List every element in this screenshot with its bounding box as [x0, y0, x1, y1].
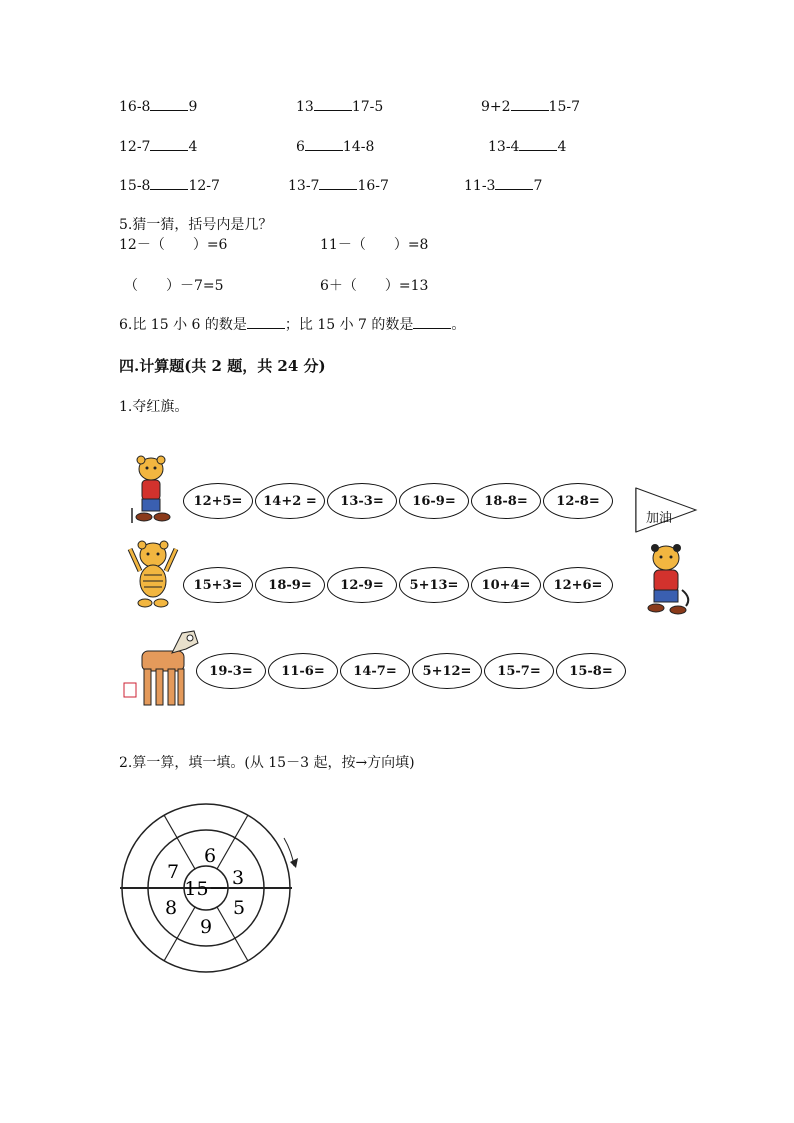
- tiger-icon: [636, 540, 694, 618]
- problem-oval[interactable]: 12-9=: [327, 567, 397, 603]
- answer-blank[interactable]: [247, 316, 285, 329]
- q5-title: 5.猜一猜，括号内是几？: [119, 217, 273, 233]
- answer-blank[interactable]: [519, 138, 557, 151]
- problem-oval[interactable]: 12+5=: [183, 483, 253, 519]
- problem-oval[interactable]: 5+12=: [412, 653, 482, 689]
- answer-blank[interactable]: [150, 138, 188, 151]
- flag-text: 加油: [646, 511, 673, 526]
- problem-oval[interactable]: 18-9=: [255, 567, 325, 603]
- compare-item: 16-8 9: [119, 99, 198, 115]
- problem-oval[interactable]: 13-3=: [327, 483, 397, 519]
- q5-item: 11－（ ）=8: [320, 237, 429, 253]
- compare-item: 15-8 12-7: [119, 178, 220, 194]
- section-title: 四.计算题(共 2 题，共 24 分): [119, 357, 326, 375]
- wheel-number: 3: [231, 867, 245, 889]
- wheel-number: 7: [166, 861, 180, 883]
- compare-item: 13-7 16-7: [288, 178, 389, 194]
- wheel-number: 5: [232, 897, 246, 919]
- q6-line: 6.比 15 小 6 的数是 ；比 15 小 7 的数是 。: [119, 317, 466, 333]
- wheel-number: 9: [199, 916, 213, 938]
- problem-oval[interactable]: 14+2 =: [255, 483, 325, 519]
- q2-title: 2.算一算，填一填。(从 15－3 起，按→方向填): [119, 755, 415, 771]
- problem-oval[interactable]: 15+3=: [183, 567, 253, 603]
- q1-title: 1.夺红旗。: [119, 399, 189, 415]
- answer-blank[interactable]: [314, 98, 352, 111]
- compare-item: 9+2 15-7: [481, 99, 580, 115]
- wheel-number: 8: [164, 897, 178, 919]
- horse-icon: [120, 625, 204, 711]
- q5-item: 12－（ ）=6: [119, 237, 228, 253]
- number-wheel: [118, 800, 308, 976]
- problem-oval[interactable]: 16-9=: [399, 483, 469, 519]
- answer-blank[interactable]: [150, 177, 188, 190]
- problem-oval[interactable]: 15-7=: [484, 653, 554, 689]
- problem-oval[interactable]: 14-7=: [340, 653, 410, 689]
- problem-oval[interactable]: 5+13=: [399, 567, 469, 603]
- compare-item: 6 14-8: [296, 139, 375, 155]
- compare-item: 13 17-5: [296, 99, 384, 115]
- problem-oval[interactable]: 12-8=: [543, 483, 613, 519]
- answer-blank[interactable]: [305, 138, 343, 151]
- answer-blank[interactable]: [319, 177, 357, 190]
- wheel-number: 6: [203, 845, 217, 867]
- answer-blank[interactable]: [413, 316, 451, 329]
- answer-blank[interactable]: [511, 98, 549, 111]
- problem-oval[interactable]: 18-8=: [471, 483, 541, 519]
- wheel-center: 15－: [184, 878, 228, 900]
- problem-oval[interactable]: 15-8=: [556, 653, 626, 689]
- answer-blank[interactable]: [150, 98, 188, 111]
- tiger-icon: [122, 535, 184, 609]
- problem-oval[interactable]: 11-6=: [268, 653, 338, 689]
- problem-oval[interactable]: 12+6=: [543, 567, 613, 603]
- q5-item: 6＋（ ）=13: [320, 278, 429, 294]
- compare-item: 11-3 7: [464, 178, 543, 194]
- problem-oval[interactable]: 19-3=: [196, 653, 266, 689]
- q5-item: （ ）－7=5: [124, 278, 224, 294]
- compare-item: 13-4 4: [488, 139, 567, 155]
- tiger-icon: [126, 453, 176, 525]
- compare-item: 12-7 4: [119, 139, 198, 155]
- problem-oval[interactable]: 10+4=: [471, 567, 541, 603]
- answer-blank[interactable]: [495, 177, 533, 190]
